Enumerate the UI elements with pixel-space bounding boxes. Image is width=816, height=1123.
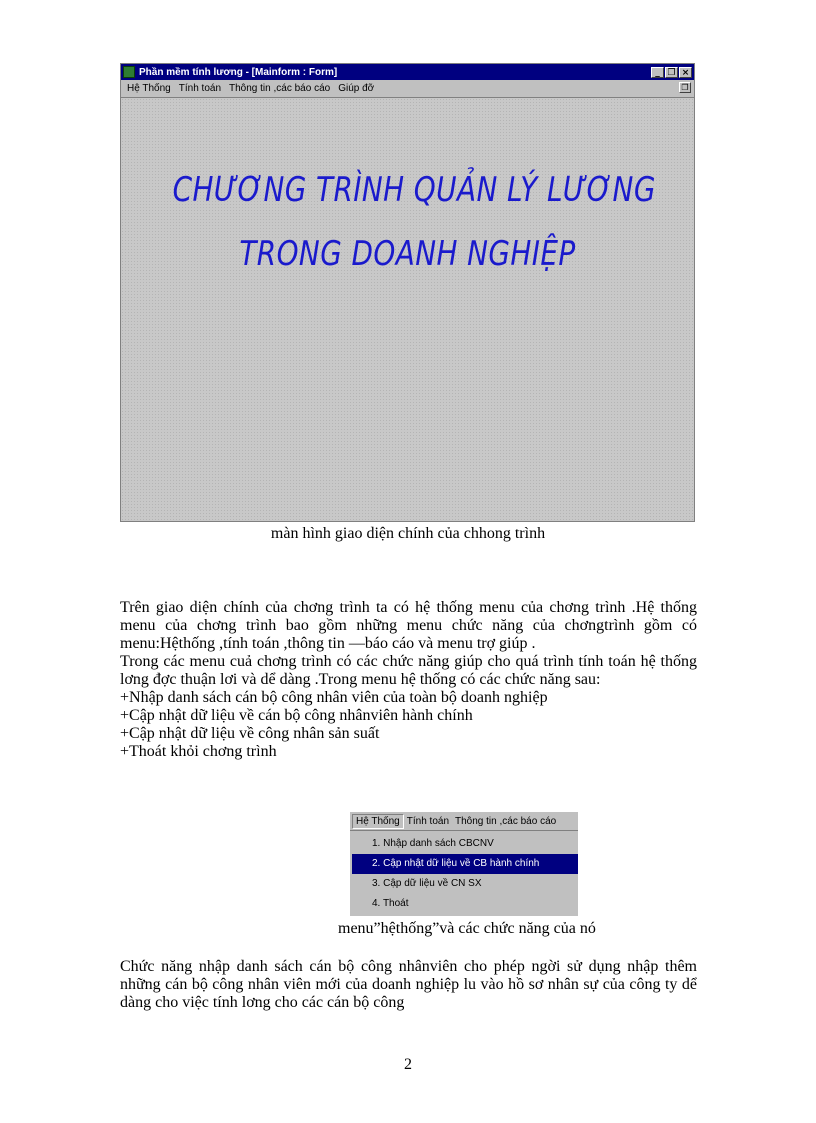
menu-bar-snippet: [350, 812, 578, 831]
menu-item-cap-nhat-cb-hanh-chinh[interactable]: 2. Cập nhật dữ liệu về CB hành chính: [352, 854, 578, 874]
mdi-restore-button[interactable]: ❐: [679, 82, 691, 93]
menu-tinh-toan[interactable]: Tính toán: [406, 815, 450, 827]
menu-item-cap-du-lieu-cn-sx[interactable]: 3. Cập dữ liệu về CN SX: [372, 878, 482, 889]
menu-he-thong[interactable]: Hệ Thống: [127, 83, 171, 94]
form-client-area: [121, 98, 694, 521]
paragraph-intro: Trên giao diện chính của chơng trình ta có hệ thống menu của chơng trình .Hệ thống menu của chơng trình bao gồm những menu chức năng của chơngtrình gồm có menu:Hệthống ,tính toán ,thông tin —báo cáo và menu trợ giúp .: [120, 599, 697, 652]
paragraph-nhap-danh-sach: Chức năng nhập danh sách cán bộ công nhânviên cho phép ngời sử dụng nhập thêm những cán bộ công nhân viên mới của doanh nghiệp lu vào hồ sơ nhân sự của công ty dể dàng cho việc tính lơng cho các cán bộ công: [120, 958, 697, 1011]
list-item: +Cập nhật dữ liệu về cán bộ công nhânviên hành chính: [120, 707, 473, 724]
menu-he-thong-screenshot: [350, 812, 578, 916]
main-window-screenshot: [120, 63, 695, 522]
list-item: +Thoát khỏi chơng trình: [120, 743, 277, 760]
app-icon: [123, 66, 135, 78]
menu-thong-tin-bao-cao[interactable]: Thông tin ,các báo cáo: [455, 815, 557, 827]
body-paragraph-1: [120, 599, 697, 761]
banner-title-line1: CHƯƠNG TRÌNH QUẢN LÝ LƯƠNG: [172, 170, 656, 210]
list-item: +Cập nhật dữ liệu về công nhân sản suất: [120, 725, 380, 742]
title-bar: [121, 64, 694, 80]
he-thong-dropdown: [352, 834, 578, 914]
close-button[interactable]: ×: [679, 67, 692, 78]
menu-bar: [121, 80, 694, 98]
menu-tinh-toan[interactable]: Tính toán: [178, 83, 222, 94]
menu-he-thong-open[interactable]: Hệ Thống: [352, 814, 404, 829]
menu-item-nhap-danh-sach[interactable]: 1. Nhập danh sách CBCNV: [372, 838, 494, 849]
menu-giup-do[interactable]: Giúp đỡ: [338, 83, 375, 94]
minimize-button[interactable]: _: [651, 67, 664, 78]
page-number: 2: [404, 1056, 412, 1073]
list-item: +Nhập danh sách cán bộ công nhân viên của toàn bộ doanh nghiệp: [120, 689, 548, 706]
figure-caption-main-screen: màn hình giao diện chính của chhong trình: [270, 525, 546, 542]
menu-thong-tin-bao-cao[interactable]: Thông tin ,các báo cáo: [229, 83, 331, 94]
body-paragraph-2: [120, 958, 697, 1012]
window-title: Phần mềm tính lương - [Mainform : Form]: [139, 66, 338, 78]
restore-button[interactable]: ❐: [665, 67, 678, 78]
banner-title-line2: TRONG DOANH NGHIỆP: [239, 234, 576, 274]
menu-item-thoat[interactable]: 4. Thoát: [372, 898, 409, 909]
figure-caption-menu: menu”hệthống”và các chức năng của nó: [338, 920, 596, 937]
paragraph-menu-functions: Trong các menu cuả chơng trình có các chức năng giúp cho quá trình tính toán hệ thống lơng đợc thuận lơi và dể dàng .Trong menu hệ thống có các chức năng sau:: [120, 653, 697, 688]
